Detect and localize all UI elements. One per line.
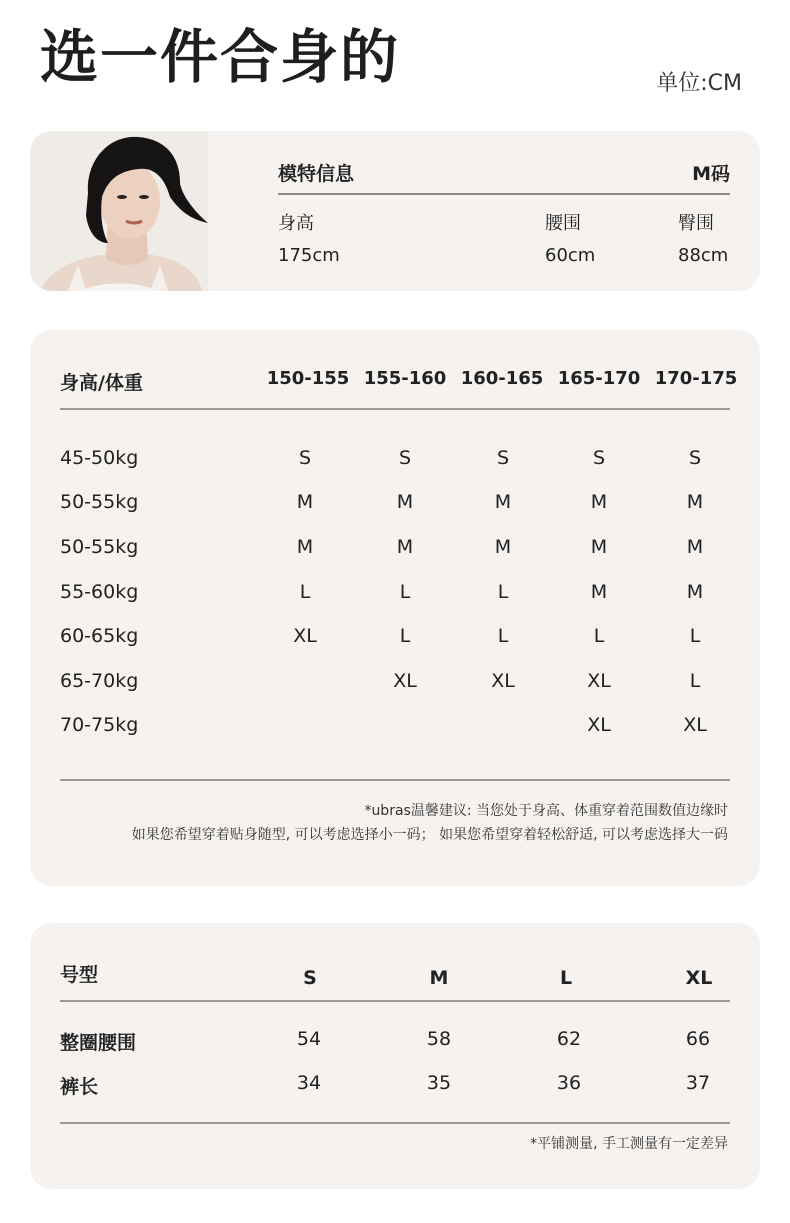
size-cell: L — [689, 625, 701, 647]
size-cell: M — [296, 536, 314, 558]
size-advice-note: 如果您希望穿着贴身随型, 可以考虑选择小一码； 如果您希望穿着轻松舒适, 可以考虑选择大一码 — [131, 827, 728, 843]
size-cell: M — [590, 491, 608, 513]
measurement-cell: 54 — [296, 1028, 322, 1050]
table-row — [60, 625, 730, 655]
measurement-cell: 62 — [556, 1028, 582, 1050]
weight-label: 65-70kg — [60, 670, 139, 692]
size-cell: S — [298, 447, 312, 469]
table-row — [60, 491, 730, 521]
size-column: S — [303, 967, 317, 989]
garment-corner-label: 号型 — [60, 964, 99, 986]
unit-label: 单位:CM — [656, 71, 742, 96]
measurement-cell: 58 — [426, 1028, 452, 1050]
measurement-cell: 66 — [685, 1028, 711, 1050]
size-cell: M — [494, 491, 512, 513]
model-height — [278, 209, 340, 266]
size-cell: L — [497, 625, 509, 647]
divider — [60, 779, 730, 781]
size-advice-note: *ubras温馨建议: 当您处于身高、体重穿着范围数值边缘时 — [364, 803, 728, 819]
size-cell: XL — [587, 714, 611, 736]
height-column: 165-170 — [557, 368, 641, 389]
size-cell: M — [686, 536, 704, 558]
size-cell: M — [686, 491, 704, 513]
size-cell: M — [686, 581, 704, 603]
size-cell: L — [299, 581, 311, 603]
height-column: 170-175 — [654, 368, 738, 389]
garment-header — [60, 953, 730, 1002]
weight-label: 50-55kg — [60, 491, 139, 513]
measurement-cell: 35 — [426, 1072, 452, 1094]
height-column: 160-165 — [460, 368, 544, 389]
model-info-label: 模特信息 — [278, 163, 355, 185]
size-cell: S — [688, 447, 702, 469]
measurement-cell: 37 — [685, 1072, 711, 1094]
model-waist-value: 60cm — [545, 245, 596, 266]
size-cell: M — [590, 581, 608, 603]
model-hip-label: 臀围 — [678, 213, 714, 234]
page-title: 选一件合身的 — [40, 23, 401, 91]
model-photo — [30, 131, 208, 291]
weight-label: 50-55kg — [60, 536, 139, 558]
model-size: M码 — [692, 163, 730, 185]
size-cell: S — [592, 447, 606, 469]
model-hip — [678, 209, 728, 266]
size-cell: XL — [587, 670, 611, 692]
size-cell: XL — [683, 714, 707, 736]
model-height-label: 身高 — [278, 213, 314, 234]
size-cell: XL — [393, 670, 417, 692]
model-waist — [545, 209, 595, 266]
table-row — [60, 447, 730, 477]
table-row — [60, 670, 730, 700]
divider — [60, 1122, 730, 1124]
size-chart-card — [30, 330, 760, 886]
garment-measurement-card — [30, 923, 760, 1189]
table-row — [60, 536, 730, 566]
weight-label: 60-65kg — [60, 625, 139, 647]
size-cell: L — [399, 581, 411, 603]
weight-label: 45-50kg — [60, 447, 139, 469]
measurement-note: *平铺测量, 手工测量有一定差异 — [530, 1136, 728, 1152]
size-cell: M — [590, 536, 608, 558]
model-info-header — [278, 159, 730, 195]
measurement-cell: 34 — [296, 1072, 322, 1094]
size-column: XL — [685, 967, 713, 989]
table-row — [60, 581, 730, 611]
size-cell: S — [398, 447, 412, 469]
size-cell: XL — [293, 625, 317, 647]
size-cell: S — [496, 447, 510, 469]
height-column: 155-160 — [363, 368, 447, 389]
weight-label: 70-75kg — [60, 714, 139, 736]
measurement-cell: 36 — [556, 1072, 582, 1094]
size-cell: M — [396, 491, 414, 513]
size-chart-header — [60, 368, 738, 410]
table-row — [60, 1028, 730, 1058]
model-hip-value: 88cm — [678, 245, 729, 266]
height-column: 150-155 — [266, 368, 350, 389]
size-chart-corner-label: 身高/体重 — [60, 372, 143, 394]
size-cell: M — [396, 536, 414, 558]
size-cell: M — [494, 536, 512, 558]
table-row — [60, 1072, 730, 1102]
table-row — [60, 714, 730, 744]
weight-label: 55-60kg — [60, 581, 139, 603]
size-cell: L — [399, 625, 411, 647]
measurement-label: 整圈腰围 — [60, 1032, 137, 1054]
size-column: M — [429, 967, 449, 989]
size-cell: L — [689, 670, 701, 692]
size-cell: XL — [491, 670, 515, 692]
size-cell: M — [296, 491, 314, 513]
model-height-value: 175cm — [278, 245, 340, 266]
model-waist-label: 腰围 — [545, 213, 581, 234]
size-cell: L — [497, 581, 509, 603]
size-column: L — [559, 967, 573, 989]
model-info-card — [30, 131, 760, 291]
measurement-label: 裤长 — [60, 1076, 99, 1098]
size-cell: L — [593, 625, 605, 647]
